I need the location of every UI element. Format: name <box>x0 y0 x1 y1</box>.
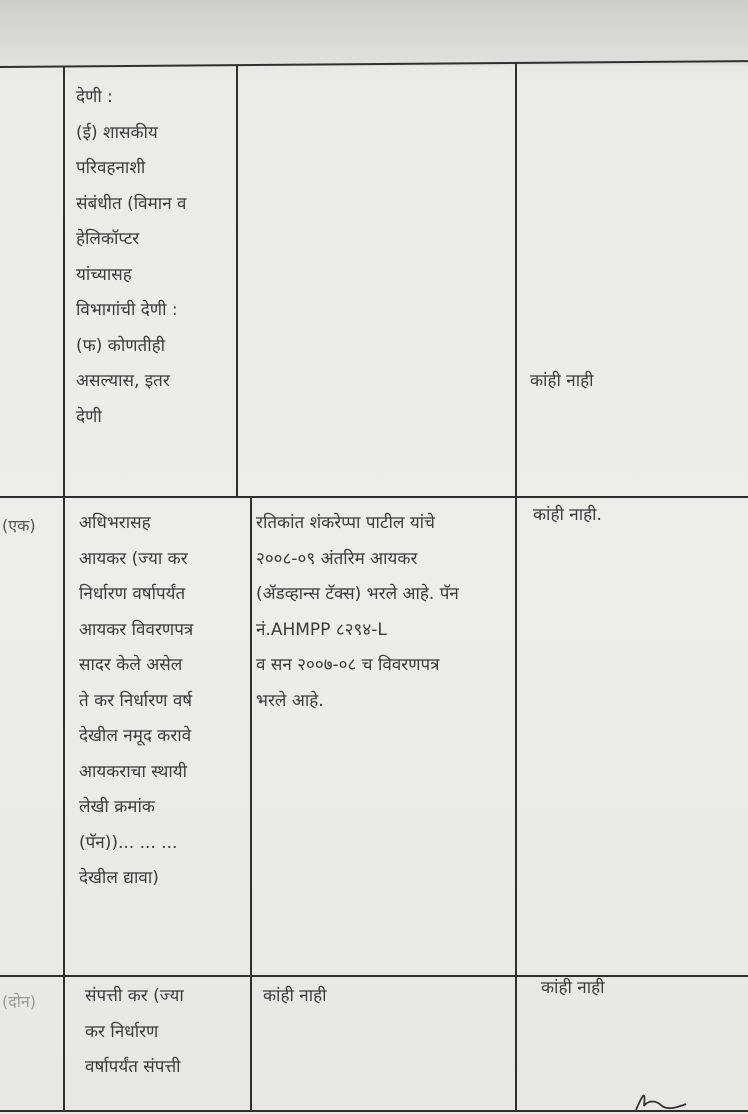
text-line: हेलिकॉप्टर <box>76 229 140 249</box>
column-divider-3 <box>515 62 517 1112</box>
text-line: कांही नाही <box>263 986 327 1006</box>
row3-details-cell <box>263 979 503 1015</box>
text-line: वर्षापर्यंत संपत्ती <box>85 1057 181 1077</box>
text-line: आयकराचा स्थायी <box>79 761 188 782</box>
text-line: (फ) कोणतीही <box>76 335 166 356</box>
text-line: कर निर्धारण <box>85 1021 159 1042</box>
text-line: (ई) शासकीय <box>76 122 158 143</box>
text-line: कांही नाही. <box>533 505 602 525</box>
page-top-margin <box>0 0 748 66</box>
text-line: व सन २००७-०८ च विवरणपत्र <box>256 655 440 675</box>
column-divider-2 <box>236 66 238 496</box>
text-line: आयकर (ज्या कर <box>79 548 188 569</box>
text-line: यांच्यासह <box>76 264 132 285</box>
signature-mark <box>632 1086 692 1114</box>
text-line: कांही नाही <box>541 978 605 998</box>
row2-details-cell <box>256 506 512 719</box>
text-line: लेखी क्रमांक <box>79 797 155 817</box>
text-line: देणी <box>76 406 102 427</box>
column-divider-2b <box>250 496 252 1112</box>
text-line: देणी : <box>76 87 113 107</box>
row3-remarks-cell <box>541 971 741 1007</box>
text-line: (पॅन))... ... ... <box>79 832 178 853</box>
text-line: सादर केले असेल <box>79 655 183 675</box>
row2-remarks-cell <box>533 498 743 534</box>
text-line: भरले आहे. <box>256 690 324 711</box>
text-line: देखील नमूद करावे <box>79 726 192 746</box>
text-line: निर्धारण वर्षापर्यंत <box>79 584 186 604</box>
text-line: अधिभरासह <box>79 513 151 533</box>
text-line: देखील द्यावा) <box>79 868 159 888</box>
text-line: परिवहनाशी <box>76 158 146 178</box>
row3-number: (दोन) <box>2 992 37 1011</box>
row2-number: (एक) <box>2 516 36 535</box>
text-line: नं.AHMPP ८२९४-L <box>256 619 387 640</box>
text-line: असल्यास, इतर <box>76 371 170 391</box>
text-line: कांही नाही <box>530 371 594 391</box>
text-line: विभागांची देणी : <box>76 300 178 320</box>
row1-remarks-cell <box>530 364 740 400</box>
text-line: आयकर विवरणपत्र <box>79 619 194 640</box>
text-line: संबंधीत (विमान व <box>76 193 187 214</box>
row1-description-cell <box>76 80 232 435</box>
text-line: २००८-०९ अंतरिम आयकर <box>256 548 418 569</box>
text-line: रतिकांत शंकरेप्पा पाटील यांचे <box>256 513 435 533</box>
row3-description-cell <box>85 979 245 1086</box>
row2-description-cell <box>79 506 245 897</box>
text-line: संपत्ती कर (ज्या <box>85 986 184 1006</box>
text-line: (ॲडव्हान्स टॅक्स) भरले आहे. पॅन <box>256 584 459 604</box>
column-divider-1 <box>63 66 65 1112</box>
text-line: ते कर निर्धारण वर्ष <box>79 690 193 711</box>
